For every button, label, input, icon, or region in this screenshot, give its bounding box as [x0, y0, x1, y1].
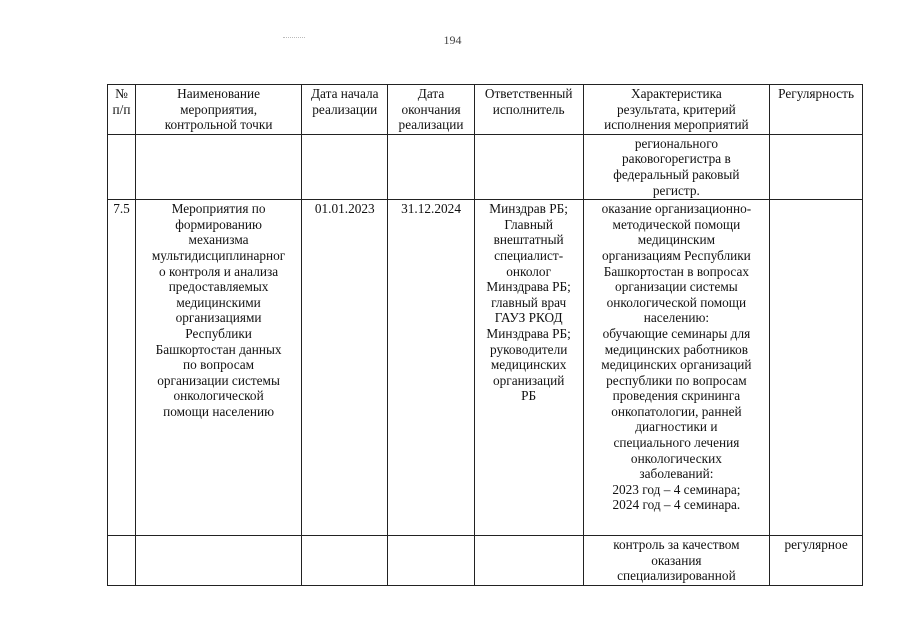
header-name: Наименование мероприятия, контрольной точки: [136, 85, 302, 135]
cell-regularity: [770, 200, 863, 536]
cell-regularity: [770, 134, 863, 199]
table-row: [108, 200, 863, 536]
cell-end-date: [388, 536, 474, 586]
cell-result: оказание организационно- методической помощи медицинским организациям Республики Башкортостан в вопросах организации системы онкологической помощи населению: обучающие семинары для медицинских работников медицинских организаций республики по вопросам проведения скрининга онкопатологии, ранней диагностики и специального лечения онкологических заболеваний: 2023 год – 4 семинара; 2024 год – 4 семинара.: [583, 200, 770, 536]
cell-responsible: [474, 134, 583, 199]
header-result: Характеристика результата, критерий исполнения мероприятий: [583, 85, 770, 135]
activities-table: [107, 84, 863, 586]
cell-number: 7.5: [108, 200, 136, 536]
cell-result: контроль за качеством оказания специализированной: [583, 536, 770, 586]
cell-regularity: регулярное: [770, 536, 863, 586]
cell-name: [136, 134, 302, 199]
cell-result: регионального раковогорегистра в федеральный раковый регистр.: [583, 134, 770, 199]
cell-number: [108, 134, 136, 199]
scan-artifact: [283, 37, 305, 41]
cell-responsible: Минздрав РБ; Главный внештатный специалист- онколог Минздрава РБ; главный врач ГАУЗ РКОД Минздрава РБ; руководители медицинских организаций РБ: [474, 200, 583, 536]
cell-name: [136, 536, 302, 586]
cell-end-date: 31.12.2024: [388, 200, 474, 536]
cell-responsible: [474, 536, 583, 586]
header-regularity: Регулярность: [770, 85, 863, 135]
cell-start-date: [302, 536, 388, 586]
cell-end-date: [388, 134, 474, 199]
table-header-row: [108, 85, 863, 135]
cell-start-date: [302, 134, 388, 199]
header-start-date: Дата начала реализации: [302, 85, 388, 135]
table-row: [108, 134, 863, 199]
header-number: № п/п: [108, 85, 136, 135]
header-responsible: Ответственный исполнитель: [474, 85, 583, 135]
cell-start-date: 01.01.2023: [302, 200, 388, 536]
cell-number: [108, 536, 136, 586]
cell-name: Мероприятия по формированию механизма мультидисциплинарног о контроля и анализа предоставляемых медицинскими организациями Республики Башкортостан данных по вопросам организации системы онкологической помощи населению: [136, 200, 302, 536]
table-row: [108, 536, 863, 586]
header-end-date: Дата окончания реализации: [388, 85, 474, 135]
page-number: 194: [443, 33, 462, 47]
